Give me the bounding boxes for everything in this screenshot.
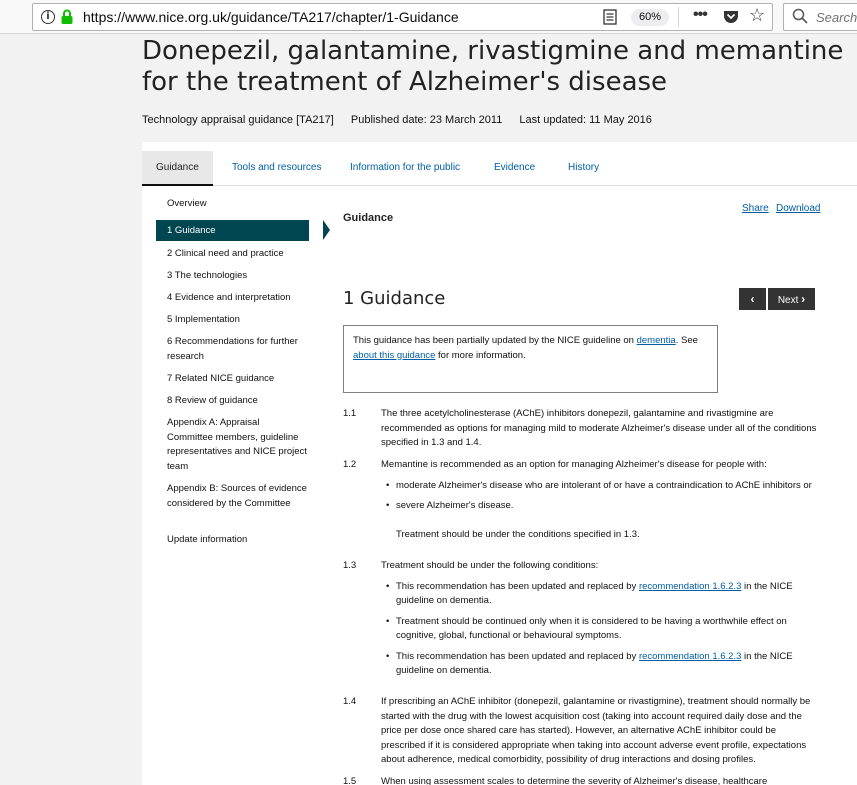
share-link[interactable]: Share [742,203,769,214]
rec-bullets [381,479,821,514]
rec-body [381,559,821,679]
about-this-guidance-link[interactable]: about this guidance [353,349,436,361]
list-item: • severe Alzheimer's disease. [381,499,821,514]
rec-tail-text: Treatment should be under the conditions specified in 1.3. [396,528,640,540]
sidebar-item-label: 1 Guidance [167,225,216,236]
bullet-text: in the NICE guideline on dementia. [396,580,793,606]
list-item [381,650,821,679]
bullet-text: This recommendation has been updated and replaced by [396,580,639,592]
chevron-left-icon: ‹ [750,292,755,306]
page-actions-more-icon[interactable]: ••• [693,6,707,23]
tab-bar [142,151,857,186]
bullet-text: This recommendation has been updated and replaced by [396,650,639,662]
published-date: Published date: 23 March 2011 [350,114,503,126]
rec-text: If prescribing an AChE inhibitor (donepezil, galantamine or rivastigmine), treatment should normally be started with the drug with the lowest acquisition cost (taking into account required daily dose and the price per dose once shared care has started). However, an alternative AChE inhibitor could be prescribed if it is considered appropriate when taking into account adverse event profile, expectations about adherence, medical comorbidity, possibility of drug interactions and dosing profiles. [381,696,811,765]
bullet-text: in the NICE guideline on dementia. [396,650,793,676]
search-bar[interactable] [783,3,857,31]
sidebar-item-1-guidance[interactable] [156,220,309,241]
main-panel [142,142,857,785]
reader-view-icon[interactable] [603,9,617,25]
sidebar-item-5-implementation[interactable]: 5 Implementation [167,314,240,325]
list-item: • moderate Alzheimer's disease who are intolerant of or have a contraindication to AChE inhibitors or [381,479,821,494]
rec-text: Memantine is recommended as an option for managing Alzheimer's disease for people with: [381,459,767,470]
download-link[interactable]: Download [776,203,821,214]
chevron-right-icon: › [801,292,806,306]
recommendation-link[interactable]: recommendation 1.6.2.3 [638,650,742,662]
page-meta [142,114,666,126]
url-bar[interactable] [32,3,773,31]
last-updated-date: Last updated: 11 May 2016 [519,114,652,126]
search-placeholder[interactable]: Search [816,10,857,25]
rec-text: When using assessment scales to determine the severity of Alzheimer's disease, healthcare [381,776,768,785]
update-notice [343,325,718,393]
tab-evidence[interactable]: Evidence [494,162,536,173]
previous-button[interactable] [739,288,766,310]
next-button[interactable] [768,288,815,310]
browser-toolbar [0,0,857,34]
url-text[interactable]: https://www.nice.org.uk/guidance/TA217/chapter/1-Guidance [83,9,459,25]
page-title: Donepezil, galantamine, rivastigmine and memantine for the treatment of Alzheimer's disease [142,36,844,97]
sidebar-item-2-clinical-need[interactable]: 2 Clinical need and practice [167,248,284,259]
rec-text: Treatment should be under the following conditions: [381,560,599,571]
tab-guidance[interactable]: Guidance [142,151,213,186]
rec-number: 1.1 [343,408,357,419]
list-item [381,580,821,609]
recommendation-link[interactable]: recommendation 1.6.2.3 [638,580,742,592]
tab-history[interactable]: History [568,162,600,173]
rec-number: 1.4 [343,696,357,707]
sidebar-item-3-technologies[interactable]: 3 The technologies [167,270,248,281]
info-icon[interactable]: i [41,10,55,24]
search-icon [792,8,808,24]
notice-text: . See [675,335,698,346]
notice-text: for more information. [435,349,526,361]
next-label: Next [777,295,799,306]
rec-text: The three acetylcholinesterase (AChE) inhibitors donepezil, galantamine and rivastigmine are recommended as options for managing mild to moderate Alzheimer's disease under all of the conditions specified in 1.3 and 1.4. [381,408,817,448]
guidance-type: Technology appraisal guidance [TA217] [142,114,334,126]
section-title: 1 Guidance [343,288,446,309]
dementia-link[interactable]: dementia [636,335,676,346]
sidebar-item-7-related-guidance[interactable]: 7 Related NICE guidance [167,373,275,384]
rec-bullets [381,580,821,679]
sidebar-item-8-review[interactable]: 8 Review of guidance [167,395,258,406]
rec-number: 1.5 [343,776,357,785]
divider [678,7,679,27]
rec-number: 1.3 [343,560,357,571]
sidebar-item-appendix-a[interactable]: Appendix A: Appraisal Committee members, guideline representatives and NICE project team [167,417,307,472]
sidebar-item-appendix-b[interactable]: Appendix B: Sources of evidence considered by the Committee [167,483,307,509]
tab-tools-and-resources[interactable]: Tools and resources [232,162,322,173]
tab-information-for-the-public[interactable]: Information for the public [350,162,461,173]
rec-number: 1.2 [343,459,357,470]
rec-body [381,458,821,542]
zoom-level-badge[interactable]: 60% [631,9,669,26]
sidebar-item-overview[interactable]: Overview [167,198,207,209]
list-item: • Treatment should be continued only when it is considered to be having a worthwhile effect on cognitive, global, functional or behavioural symptoms. [381,615,821,644]
pocket-icon[interactable] [723,9,739,24]
active-indicator-arrow [323,220,330,240]
notice-text: This guidance has been partially updated by the NICE guideline on [353,335,637,346]
bookmark-star-icon[interactable]: ☆ [749,5,766,25]
sidebar-item-4-evidence[interactable]: 4 Evidence and interpretation [167,292,291,303]
lock-icon [60,9,74,25]
sidebar-item-update-information[interactable]: Update information [167,534,248,545]
sidebar-item-6-recommendations[interactable]: 6 Recommendations for further research [167,336,298,362]
content-heading: Guidance [343,212,394,224]
